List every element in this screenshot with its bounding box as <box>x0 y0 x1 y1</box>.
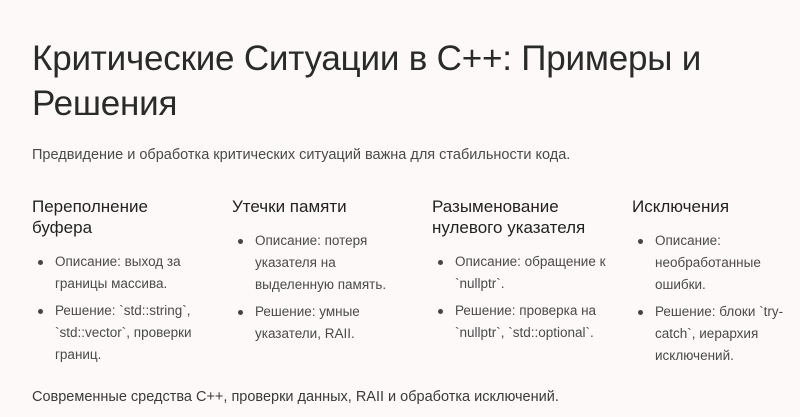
bullet-list <box>432 251 607 344</box>
bullet-solution: Решение: блоки `try-catch`, иерархия исключений. <box>655 301 792 367</box>
bullet-solution: Решение: умные указатели, RAII. <box>255 301 402 345</box>
column-exceptions <box>632 196 792 372</box>
slide-subtitle: Предвидение и обработка критических ситуаций важна для стабильности кода. <box>32 147 571 163</box>
column-heading: Переполнение буфера <box>32 197 148 237</box>
bullet-description: Описание: потеря указателя на выделенную память. <box>255 230 402 296</box>
slide-footer: Современные средства C++, проверки данных, RAII и обработка исключений. <box>32 389 559 405</box>
topic-columns <box>32 196 792 386</box>
bullet-solution: Решение: проверка на `nullptr`, `std::optional`. <box>455 300 607 344</box>
column-buffer-overflow <box>32 196 197 371</box>
bullet-solution: Решение: `std::string`, `std::vector`, проверки границ. <box>55 300 197 366</box>
column-heading: Утечки памяти <box>232 197 347 216</box>
bullet-description: Описание: обращение к `nullptr`. <box>455 251 607 295</box>
column-memory-leaks <box>232 196 402 350</box>
column-heading: Исключения <box>632 197 730 216</box>
slide <box>32 36 784 405</box>
bullet-list <box>232 230 402 345</box>
column-null-dereference <box>432 196 607 349</box>
column-heading: Разыменование нулевого указателя <box>432 197 586 237</box>
slide-title: Критические Ситуации в C++: Примеры и Решения <box>32 39 702 123</box>
bullet-list <box>632 230 792 367</box>
bullet-description: Описание: выход за границы массива. <box>55 251 197 295</box>
bullet-list <box>32 251 197 366</box>
bullet-description: Описание: необработанные ошибки. <box>655 230 792 296</box>
